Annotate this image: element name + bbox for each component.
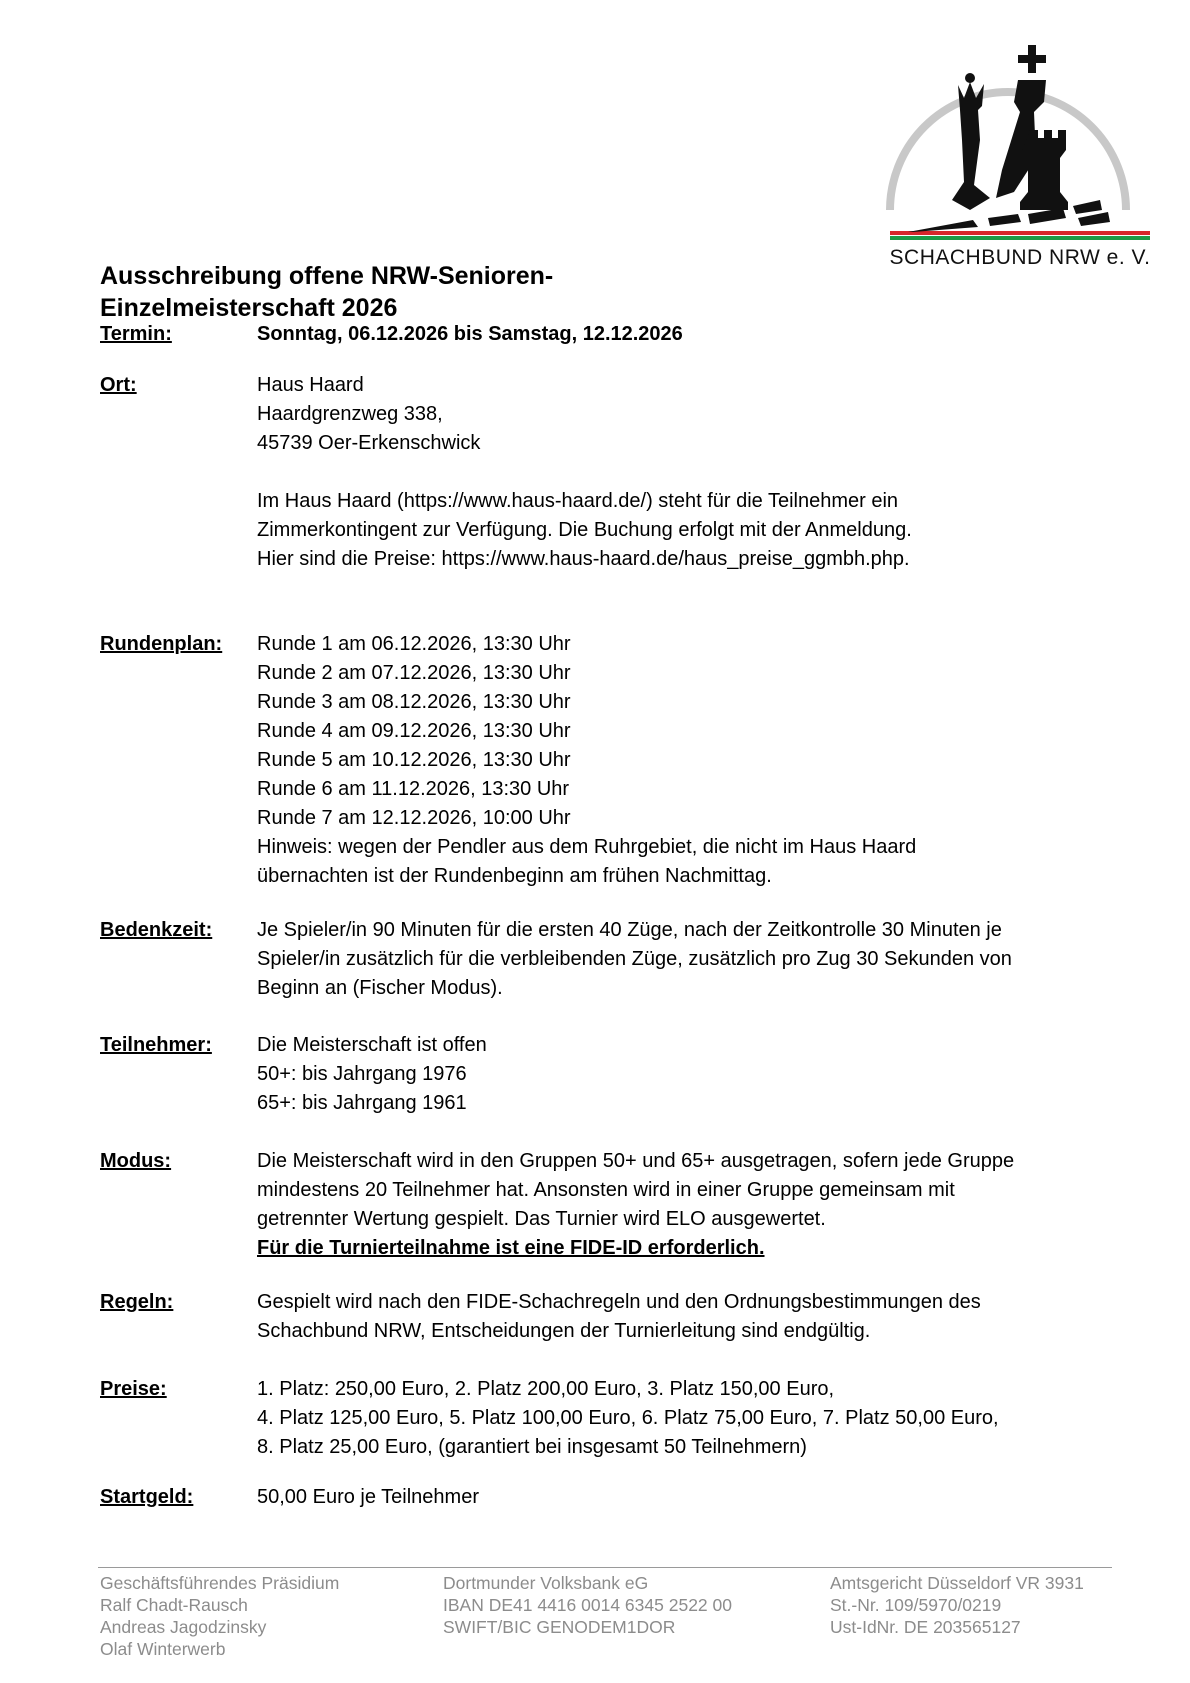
regeln-label: Regeln:	[100, 1291, 174, 1313]
round-line: Runde 2 am 07.12.2026, 13:30 Uhr	[257, 662, 571, 684]
bedenkzeit-line: Je Spieler/in 90 Minuten für die ersten 40 Züge, nach der Zeitkontrolle 30 Minuten je	[257, 919, 1002, 941]
title-line: Ausschreibung offene NRW-Senioren-	[100, 262, 554, 290]
preise-line: 1. Platz: 250,00 Euro, 2. Platz 200,00 Euro, 3. Platz 150,00 Euro,	[257, 1378, 835, 1400]
modus-line: Die Meisterschaft wird in den Gruppen 50+ und 65+ ausgetragen, sofern jede Gruppe	[257, 1150, 1015, 1172]
address-line: 45739 Oer-Erkenschwick	[257, 432, 481, 454]
regeln-line: Gespielt wird nach den FIDE-Schachregeln und den Ordnungsbestimmungen des	[257, 1291, 981, 1313]
bedenkzeit-label: Bedenkzeit:	[100, 919, 213, 941]
startgeld-value: 50,00 Euro je Teilnehmer	[257, 1486, 479, 1508]
round-line: Runde 7 am 12.12.2026, 10:00 Uhr	[257, 807, 571, 829]
round-line: Runde 3 am 08.12.2026, 13:30 Uhr	[257, 691, 571, 713]
address-line: Haardgrenzweg 338,	[257, 403, 443, 425]
preise-label: Preise:	[100, 1378, 167, 1400]
org-name: SCHACHBUND NRW e. V.	[889, 246, 1151, 269]
termin-value: Sonntag, 06.12.2026 bis Samstag, 12.12.2026	[257, 323, 683, 345]
preise-line: 8. Platz 25,00 Euro, (garantiert bei insgesamt 50 Teilnehmern)	[257, 1436, 807, 1458]
document-title	[100, 260, 700, 324]
ort-note-line: Im Haus Haard (https://www.haus-haard.de/) steht für die Teilnehmer ein	[257, 490, 899, 512]
teilnehmer-line: 65+: bis Jahrgang 1961	[257, 1092, 467, 1114]
ort-note-line: Zimmerkontingent zur Verfügung. Die Buchung erfolgt mit der Anmeldung.	[257, 519, 912, 541]
footer-line: Andreas Jagodzinsky	[100, 1617, 267, 1637]
footer-line: St.-Nr. 109/5970/0219	[830, 1595, 1002, 1615]
address-line: Haus Haard	[257, 374, 364, 396]
footer-presidium	[100, 1572, 339, 1660]
footer-registry	[830, 1572, 1084, 1638]
footer-line: Ust-IdNr. DE 203565127	[830, 1617, 1021, 1637]
preise-line: 4. Platz 125,00 Euro, 5. Platz 100,00 Euro, 6. Platz 75,00 Euro, 7. Platz 50,00 Euro,	[257, 1407, 999, 1429]
footer-line: Olaf Winterwerb	[100, 1639, 226, 1659]
rundenplan-label: Rundenplan:	[100, 633, 223, 655]
startgeld-label: Startgeld:	[100, 1486, 194, 1508]
round-line: Runde 6 am 11.12.2026, 13:30 Uhr	[257, 778, 570, 800]
regeln-line: Schachbund NRW, Entscheidungen der Turnierleitung sind endgültig.	[257, 1320, 871, 1342]
round-note-line: übernachten ist der Rundenbeginn am frühen Nachmittag.	[257, 865, 772, 887]
footer-line: Ralf Chadt-Rausch	[100, 1595, 248, 1615]
termin-label: Termin:	[100, 323, 172, 345]
footer-line: IBAN DE41 4416 0014 6345 2522 00	[443, 1595, 732, 1615]
fide-id-requirement: Für die Turnierteilnahme ist eine FIDE-ID erforderlich.	[257, 1237, 765, 1259]
footer-line: SWIFT/BIC GENODEM1DOR	[443, 1617, 676, 1637]
footer-bank	[443, 1572, 732, 1638]
ort-note-line: Hier sind die Preise: https://www.haus-haard.de/haus_preise_ggmbh.php.	[257, 548, 910, 570]
footer-line: Dortmunder Volksbank eG	[443, 1573, 649, 1593]
round-line: Runde 5 am 10.12.2026, 13:30 Uhr	[257, 749, 571, 771]
modus-line: getrennter Wertung gespielt. Das Turnier wird ELO ausgewertet.	[257, 1208, 826, 1230]
round-line: Runde 1 am 06.12.2026, 13:30 Uhr	[257, 633, 571, 655]
ort-label: Ort:	[100, 374, 137, 396]
bedenkzeit-line: Beginn an (Fischer Modus).	[257, 977, 503, 999]
teilnehmer-line: 50+: bis Jahrgang 1976	[257, 1063, 467, 1085]
round-note-line: Hinweis: wegen der Pendler aus dem Ruhrgebiet, die nicht im Haus Haard	[257, 836, 917, 858]
footer-line: Amtsgericht Düsseldorf VR 3931	[830, 1573, 1084, 1593]
title-line: Einzelmeisterschaft 2026	[100, 294, 398, 322]
chess-pieces-logo-icon	[878, 40, 1158, 270]
modus-line: mindestens 20 Teilnehmer hat. Ansonsten wird in einer Gruppe gemeinsam mit	[257, 1179, 955, 1201]
footer-line: Geschäftsführendes Präsidium	[100, 1573, 340, 1593]
modus-label: Modus:	[100, 1150, 172, 1172]
teilnehmer-line: Die Meisterschaft ist offen	[257, 1034, 487, 1056]
teilnehmer-label: Teilnehmer:	[100, 1034, 212, 1056]
round-line: Runde 4 am 09.12.2026, 13:30 Uhr	[257, 720, 571, 742]
bedenkzeit-line: Spieler/in zusätzlich für die verbleibenden Züge, zusätzlich pro Zug 30 Sekunden von	[257, 948, 1012, 970]
footer-divider	[98, 1567, 1112, 1568]
